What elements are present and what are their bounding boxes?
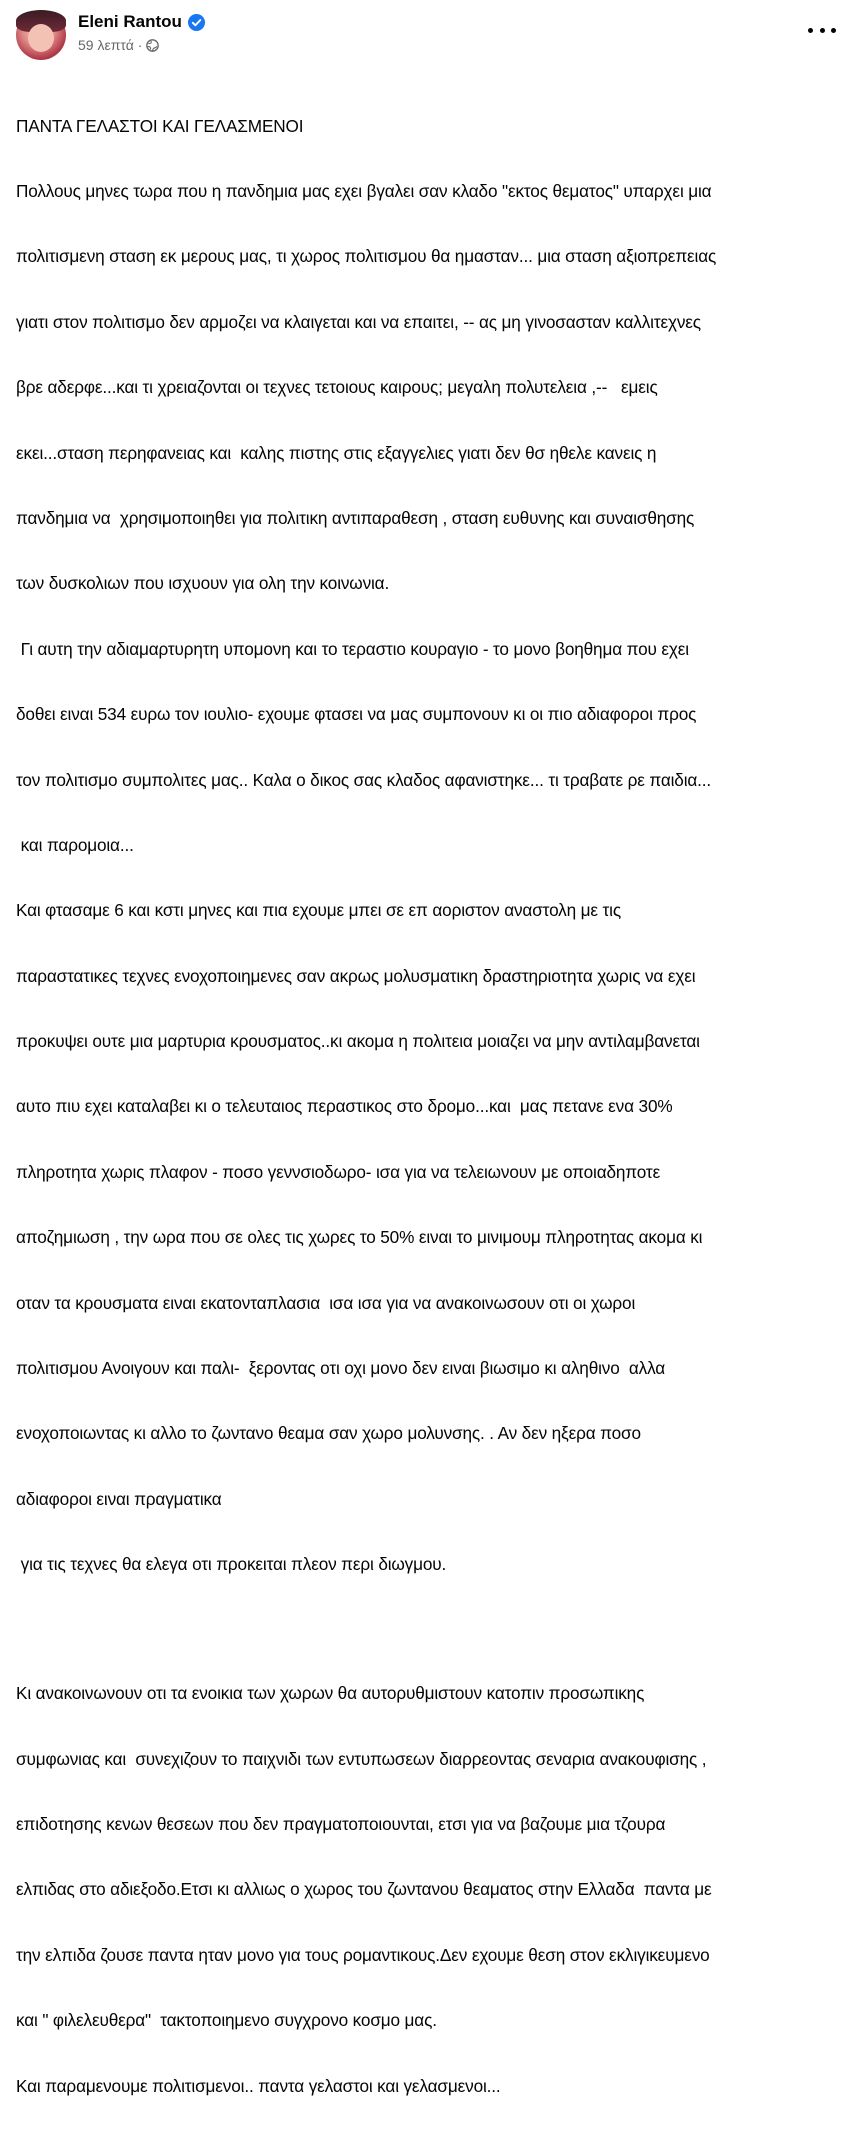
post-line: βρε αδερφε...και τι χρειαζονται οι τεχνες τετοιους καιρους; μεγαλη πολυτελεια ,-- εμεις <box>16 377 658 398</box>
post-line: ενοχοποιωντας κι αλλο το ζωντανο θεαμα σαν χωρο μολυνσης. . Αν δεν ηξερα ποσο <box>16 1423 641 1444</box>
post-line: πληροτητα χωρις πλαφον - ποσο γεννσιοδωρο- ισα για να τελειωνουν με οποιαδηποτε <box>16 1161 661 1182</box>
post-line: πανδημια να χρησιμοποιηθει για πολιτικη αντιπαραθεση , σταση ευθυνης και συναισθησης <box>16 507 695 528</box>
post-line: αυτο πιυ εχει καταλαβει κι ο τελευταιος περαστικος στο δρομο...και μας πετανε ενα 30% <box>16 1096 673 1117</box>
post-line: επιδοτησης κενων θεσεων που δεν πραγματοποιουνται, ετσι για να βαζουμε μια τζουρα <box>16 1813 666 1834</box>
post-line: και παρομοια... <box>16 834 134 855</box>
post-subline <box>78 37 205 53</box>
profile-avatar[interactable] <box>16 10 66 60</box>
post-line: οταν τα κρουσματα ειναι εκατονταπλασια ισα ισα για να ανακοινωσουν οτι οι χωροι <box>16 1292 636 1313</box>
more-dot <box>820 28 825 33</box>
more-dot <box>808 28 813 33</box>
post-body <box>16 72 846 2141</box>
separator-dot: · <box>137 37 143 53</box>
more-options-icon[interactable] <box>808 22 836 38</box>
post-line: ΠΑΝΤΑ ΓΕΛΑΣΤΟΙ ΚΑΙ ΓΕΛΑΣΜΕΝΟΙ <box>16 115 304 136</box>
post-line: Κι ανακοινωνουν οτι τα ενοικια των χωρων θα αυτορυθμιστουν κατοπιν προσωπικης <box>16 1683 645 1704</box>
post-line: Πολλους μηνες τωρα που η πανδημια μας εχει βγαλει σαν κλαδο "εκτος θεματος" υπαρχει μια <box>16 180 712 201</box>
post-line: πολιτισμενη σταση εκ μερους μας, τι χωρος πολιτισμου θα ημασταν... μια σταση αξιοπρεπειας <box>16 246 717 267</box>
post-line: προκυψει ουτε μια μαρτυρια κρουσματος..κι ακομα η πολιτεια μοιαζει να μην αντιλαμβανεται <box>16 1031 700 1052</box>
avatar-face <box>28 24 54 52</box>
post-line: δοθει ειναι 534 ευρω τον ιουλιο- εχουμε φτασει να μας συμπονουν κι οι πιο αδιαφοροι προς <box>16 704 697 725</box>
author-name[interactable]: Eleni Rantou <box>78 12 182 31</box>
post-paragraph-1 <box>16 72 846 1620</box>
post-line: πολιτισμου Ανοιγουν και παλι- ξεροντας οτι οχι μονο δεν ειναι βιωσιμο κι αληθινο αλλα <box>16 1358 666 1379</box>
globe-icon[interactable] <box>146 39 159 52</box>
post-paragraph-2 <box>16 1640 846 2141</box>
post-line: την ελπιδα ζουσε παντα ηταν μονο για τους ρομαντικους.Δεν εχουμε θεση στον εκλιγικευμενο <box>16 1944 710 1965</box>
post-line: Και φτασαμε 6 και κστι μηνες και πια εχουμε μπει σε επ αοριστον αναστολη με τις <box>16 900 621 921</box>
post-line: εκει...σταση περηφανειας και καλης πιστης στις εξαγγελιες γιατι δεν θσ ηθελε κανεις η <box>16 442 657 463</box>
post-meta <box>78 12 205 53</box>
post-line: αδιαφοροι ειναι πραγματικα <box>16 1488 222 1509</box>
post-line: για τις τεχνες θα ελεγα οτι προκειται πλεον περι διωγμου. <box>16 1554 447 1575</box>
post-line: συμφωνιας και συνεχιζουν το παιχνιδι των εντυπωσεων διαρρεοντας σεναρια ανακουφισης , <box>16 1748 707 1769</box>
post-header <box>16 10 205 60</box>
post-line: παραστατικες τεχνες ενοχοποιημενες σαν ακρως μολυσματικη δραστηριοτητα χωρις να εχει <box>16 965 696 986</box>
post-line: των δυσκολιων που ισχυουν για ολη την κοινωνια. <box>16 573 390 594</box>
post-line: Γι αυτη την αδιαμαρτυρητη υπομονη και το τεραστιο κουραγιο - το μονο βοηθημα που εχει <box>16 638 689 659</box>
post-line: τον πολιτισμο συμπολιτες μας.. Καλα ο δικος σας κλαδος αφανιστηκε... τι τραβατε ρε παιδια... <box>16 769 712 790</box>
post-line: γιατι στον πολιτισμο δεν αρμοζει να κλαιγεται και να επαιτει, -- ας μη γινοσασταν καλλιτεχνες <box>16 311 701 332</box>
verified-badge-icon <box>188 14 205 31</box>
author-row <box>78 12 205 32</box>
post-line: Και παραμενουμε πολιτισμενοι.. παντα γελαστοι και γελασμενοι... <box>16 2075 501 2096</box>
post-timestamp[interactable]: 59 λεπτά <box>78 37 134 53</box>
more-dot <box>831 28 836 33</box>
post-line: ελπιδας στο αδιεξοδο.Ετσι κι αλλιως ο χωρος του ζωντανου θεαματος στην Ελλαδα παντα με <box>16 1879 712 1900</box>
post-line: αποζημιωση , την ωρα που σε ολες τις χωρες το 50% ειναι το μινιμουμ πληροτητας ακομα κι <box>16 1227 703 1248</box>
post-line: και " φιλελευθερα" τακτοποιημενο συγχρονο κοσμο μας. <box>16 2010 437 2031</box>
